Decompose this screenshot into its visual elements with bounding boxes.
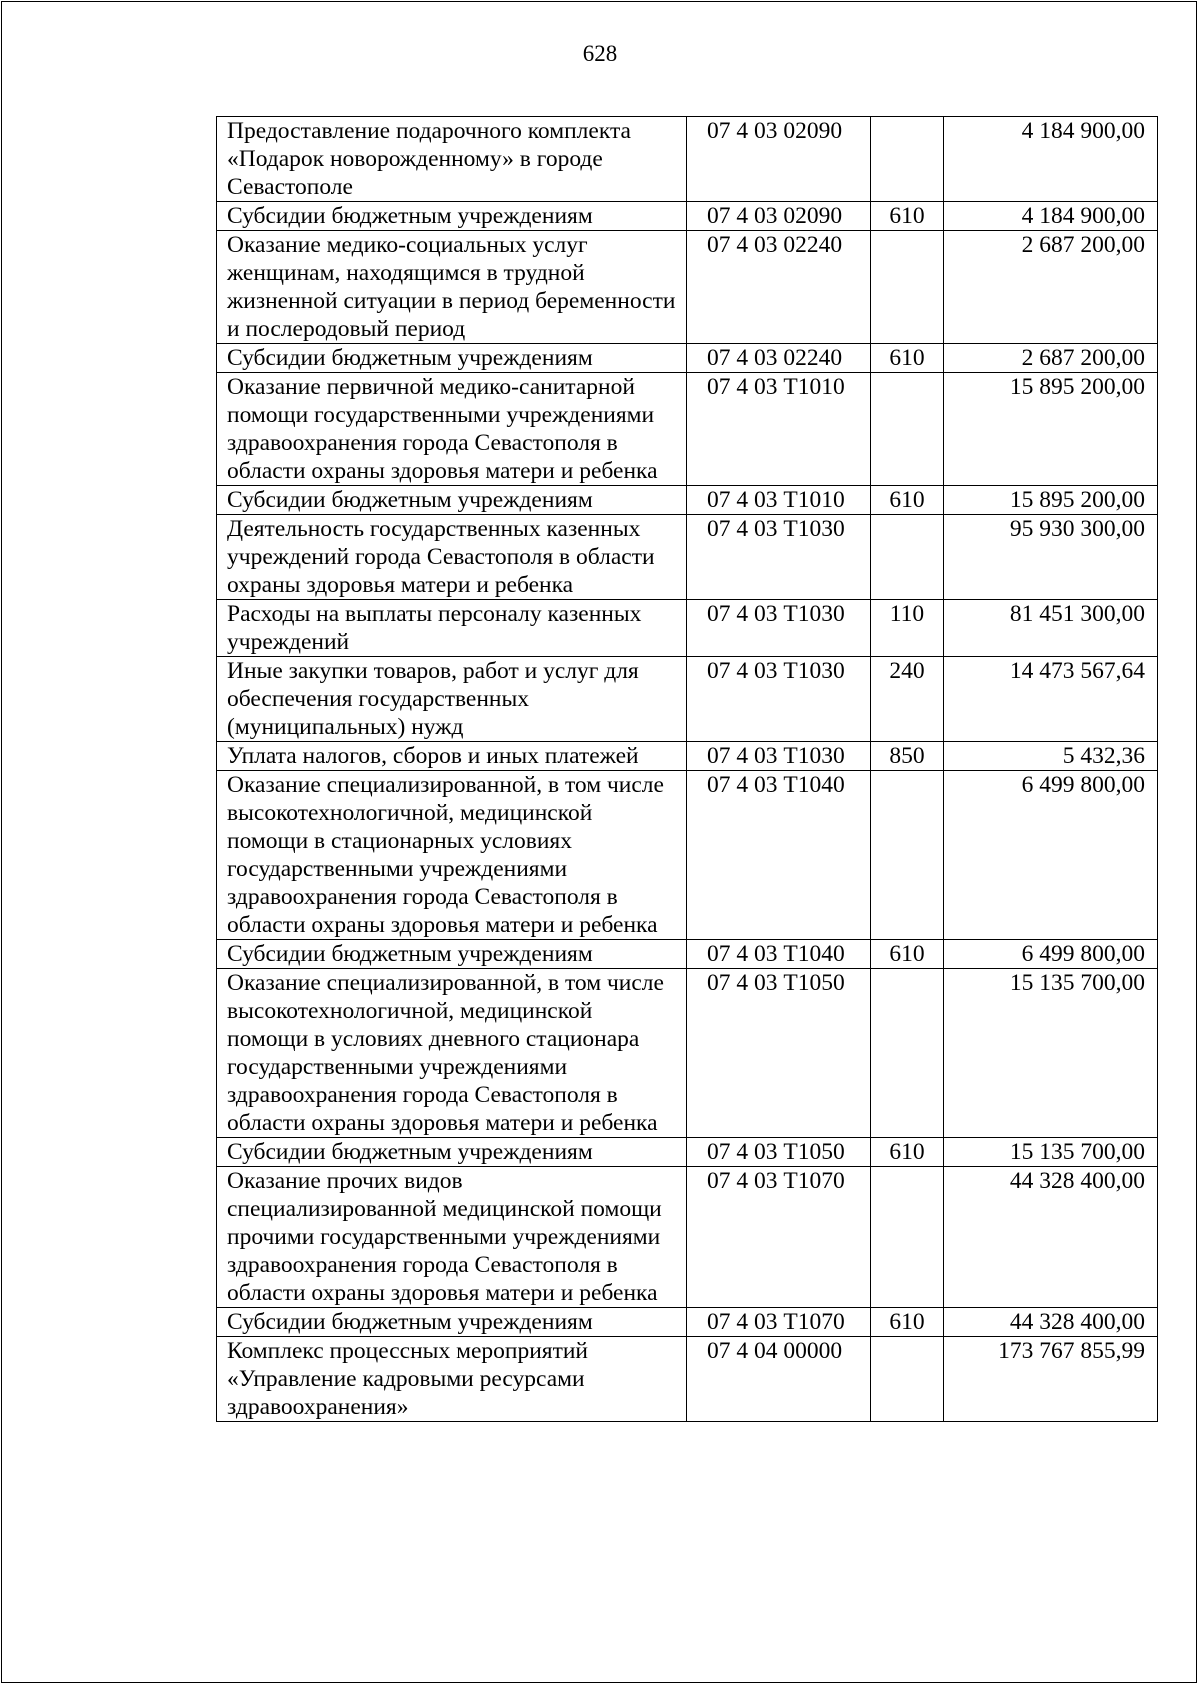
expense-name-cell: Деятельность государственных казенных учреждений города Севастополя в области охраны здоровья матери и ребенка bbox=[217, 515, 687, 600]
expense-type-cell: 610 bbox=[871, 1138, 944, 1167]
expense-name-cell: Расходы на выплаты персоналу казенных учреждений bbox=[217, 600, 687, 657]
amount-cell: 4 184 900,00 bbox=[944, 202, 1158, 231]
table-row bbox=[217, 1138, 1158, 1167]
table-row bbox=[217, 344, 1158, 373]
expense-name-cell: Уплата налогов, сборов и иных платежей bbox=[217, 742, 687, 771]
table-row bbox=[217, 373, 1158, 486]
amount-cell: 15 895 200,00 bbox=[944, 373, 1158, 486]
expense-name-cell: Комплекс процессных мероприятий «Управление кадровыми ресурсами здравоохранения» bbox=[217, 1337, 687, 1422]
expense-type-cell bbox=[871, 1167, 944, 1308]
expense-type-cell bbox=[871, 231, 944, 344]
amount-cell: 2 687 200,00 bbox=[944, 344, 1158, 373]
table-row bbox=[217, 117, 1158, 202]
amount-cell: 95 930 300,00 bbox=[944, 515, 1158, 600]
table-row bbox=[217, 771, 1158, 940]
expense-name-cell: Оказание специализированной, в том числе высокотехнологичной, медицинской помощи в условиях дневного стационара государственными учреждениями здравоохранения города Севастополя в области охраны здоровья матери и ребенка bbox=[217, 969, 687, 1138]
target-code-cell: 07 4 03 02240 bbox=[687, 231, 871, 344]
expense-name-cell: Субсидии бюджетным учреждениям bbox=[217, 1138, 687, 1167]
amount-cell: 44 328 400,00 bbox=[944, 1167, 1158, 1308]
table-row bbox=[217, 940, 1158, 969]
amount-cell: 2 687 200,00 bbox=[944, 231, 1158, 344]
table-row bbox=[217, 1337, 1158, 1422]
amount-cell: 15 135 700,00 bbox=[944, 969, 1158, 1138]
target-code-cell: 07 4 03 Т1040 bbox=[687, 940, 871, 969]
expense-name-cell: Оказание специализированной, в том числе высокотехнологичной, медицинской помощи в стационарных условиях государственными учреждениями здравоохранения города Севастополя в области охраны здоровья матери и ребенка bbox=[217, 771, 687, 940]
expense-name-cell: Предоставление подарочного комплекта «Подарок новорожденному» в городе Севастополе bbox=[217, 117, 687, 202]
expense-type-cell: 610 bbox=[871, 1308, 944, 1337]
amount-cell: 14 473 567,64 bbox=[944, 657, 1158, 742]
table-row bbox=[217, 1167, 1158, 1308]
expense-type-cell: 850 bbox=[871, 742, 944, 771]
table-row bbox=[217, 486, 1158, 515]
target-code-cell: 07 4 03 Т1010 bbox=[687, 486, 871, 515]
amount-cell: 81 451 300,00 bbox=[944, 600, 1158, 657]
table-row bbox=[217, 231, 1158, 344]
target-code-cell: 07 4 03 Т1030 bbox=[687, 657, 871, 742]
expense-type-cell: 610 bbox=[871, 202, 944, 231]
amount-cell: 5 432,36 bbox=[944, 742, 1158, 771]
expense-type-cell bbox=[871, 117, 944, 202]
table-row bbox=[217, 742, 1158, 771]
expense-type-cell bbox=[871, 515, 944, 600]
table-row bbox=[217, 515, 1158, 600]
target-code-cell: 07 4 03 Т1010 bbox=[687, 373, 871, 486]
expense-type-cell: 110 bbox=[871, 600, 944, 657]
expense-name-cell: Оказание первичной медико-санитарной помощи государственными учреждениями здравоохранения города Севастополя в области охраны здоровья матери и ребенка bbox=[217, 373, 687, 486]
target-code-cell: 07 4 03 Т1040 bbox=[687, 771, 871, 940]
table-row bbox=[217, 1308, 1158, 1337]
expense-name-cell: Субсидии бюджетным учреждениям bbox=[217, 486, 687, 515]
amount-cell: 15 135 700,00 bbox=[944, 1138, 1158, 1167]
expense-type-cell bbox=[871, 969, 944, 1138]
expense-type-cell bbox=[871, 373, 944, 486]
expense-name-cell: Субсидии бюджетным учреждениям bbox=[217, 1308, 687, 1337]
target-code-cell: 07 4 03 Т1030 bbox=[687, 600, 871, 657]
table-row bbox=[217, 600, 1158, 657]
budget-table bbox=[216, 116, 1158, 1422]
expense-name-cell: Оказание прочих видов специализированной медицинской помощи прочими государственными учреждениями здравоохранения города Севастополя в области охраны здоровья матери и ребенка bbox=[217, 1167, 687, 1308]
target-code-cell: 07 4 03 Т1030 bbox=[687, 742, 871, 771]
target-code-cell: 07 4 03 02090 bbox=[687, 202, 871, 231]
expense-name-cell: Оказание медико-социальных услуг женщинам, находящимся в трудной жизненной ситуации в период беременности и послеродовый период bbox=[217, 231, 687, 344]
target-code-cell: 07 4 03 Т1050 bbox=[687, 969, 871, 1138]
target-code-cell: 07 4 03 Т1030 bbox=[687, 515, 871, 600]
target-code-cell: 07 4 03 02240 bbox=[687, 344, 871, 373]
expense-type-cell: 610 bbox=[871, 940, 944, 969]
amount-cell: 6 499 800,00 bbox=[944, 771, 1158, 940]
expense-name-cell: Субсидии бюджетным учреждениям bbox=[217, 344, 687, 373]
target-code-cell: 07 4 03 Т1070 bbox=[687, 1308, 871, 1337]
table-row bbox=[217, 969, 1158, 1138]
expense-name-cell: Иные закупки товаров, работ и услуг для обеспечения государственных (муниципальных) нужд bbox=[217, 657, 687, 742]
table-row bbox=[217, 202, 1158, 231]
target-code-cell: 07 4 03 Т1070 bbox=[687, 1167, 871, 1308]
table-row bbox=[217, 657, 1158, 742]
page-number: 628 bbox=[582, 41, 618, 66]
expense-name-cell: Субсидии бюджетным учреждениям bbox=[217, 202, 687, 231]
expense-name-cell: Субсидии бюджетным учреждениям bbox=[217, 940, 687, 969]
amount-cell: 44 328 400,00 bbox=[944, 1308, 1158, 1337]
expense-type-cell bbox=[871, 1337, 944, 1422]
amount-cell: 173 767 855,99 bbox=[944, 1337, 1158, 1422]
amount-cell: 4 184 900,00 bbox=[944, 117, 1158, 202]
expense-type-cell: 240 bbox=[871, 657, 944, 742]
amount-cell: 15 895 200,00 bbox=[944, 486, 1158, 515]
expense-type-cell bbox=[871, 771, 944, 940]
expense-type-cell: 610 bbox=[871, 486, 944, 515]
amount-cell: 6 499 800,00 bbox=[944, 940, 1158, 969]
target-code-cell: 07 4 04 00000 bbox=[687, 1337, 871, 1422]
target-code-cell: 07 4 03 02090 bbox=[687, 117, 871, 202]
target-code-cell: 07 4 03 Т1050 bbox=[687, 1138, 871, 1167]
expense-type-cell: 610 bbox=[871, 344, 944, 373]
